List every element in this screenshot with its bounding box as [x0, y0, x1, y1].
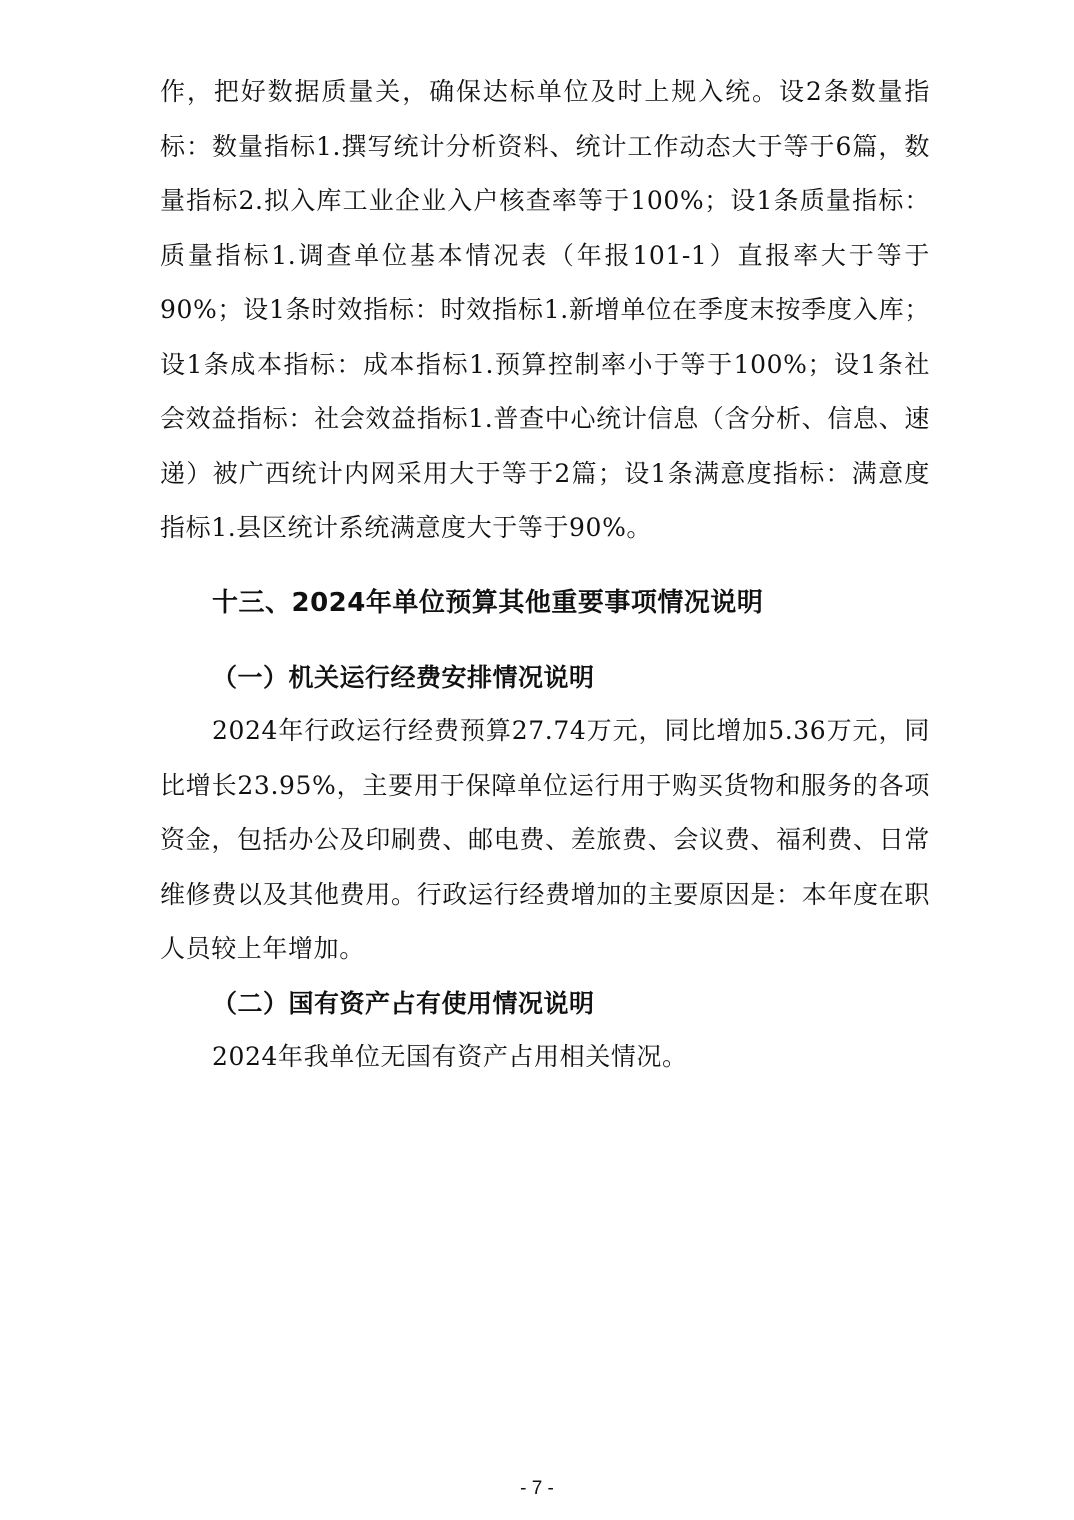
subsection-heading-state-assets: （二）国有资产占有使用情况说明	[212, 989, 595, 1018]
page-number: - 7 -	[520, 1478, 554, 1499]
paragraph-state-assets: 2024年我单位无国有资产占用相关情况。	[212, 1042, 688, 1071]
paragraph-operating-funds: 2024年行政运行经费预算27.74万元，同比增加5.36万元，同比增长23.95%，主要用于保障单位运行用于购买货物和服务的各项资金，包括办公及印刷费、邮电费、差旅费、会议费、福利费、日常维修费以及其他费用。行政运行经费增加的主要原因是：本年度在职人员较上年增加。	[160, 716, 930, 963]
section-heading: 十三、2024年单位预算其他重要事项情况说明	[212, 588, 764, 618]
paragraph-performance-indicators: 作，把好数据质量关，确保达标单位及时上规入统。设2条数量指标：数量指标1.撰写统计分析资料、统计工作动态大于等于6篇，数量指标2.拟入库工业企业入户核查率等于100%；设1条质量指标：质量指标1.调查单位基本情况表（年报101-1）直报率大于等于90%；设1条时效指标：时效指标1.新增单位在季度末按季度入库；设1条成本指标：成本指标1.预算控制率小于等于100%；设1条社会效益指标：社会效益指标1.普查中心统计信息（含分析、信息、速递）被广西统计内网采用大于等于2篇；设1条满意度指标：满意度指标1.县区统计系统满意度大于等于90%。	[160, 77, 930, 542]
subsection-heading-operating-funds: （一）机关运行经费安排情况说明	[212, 663, 595, 692]
